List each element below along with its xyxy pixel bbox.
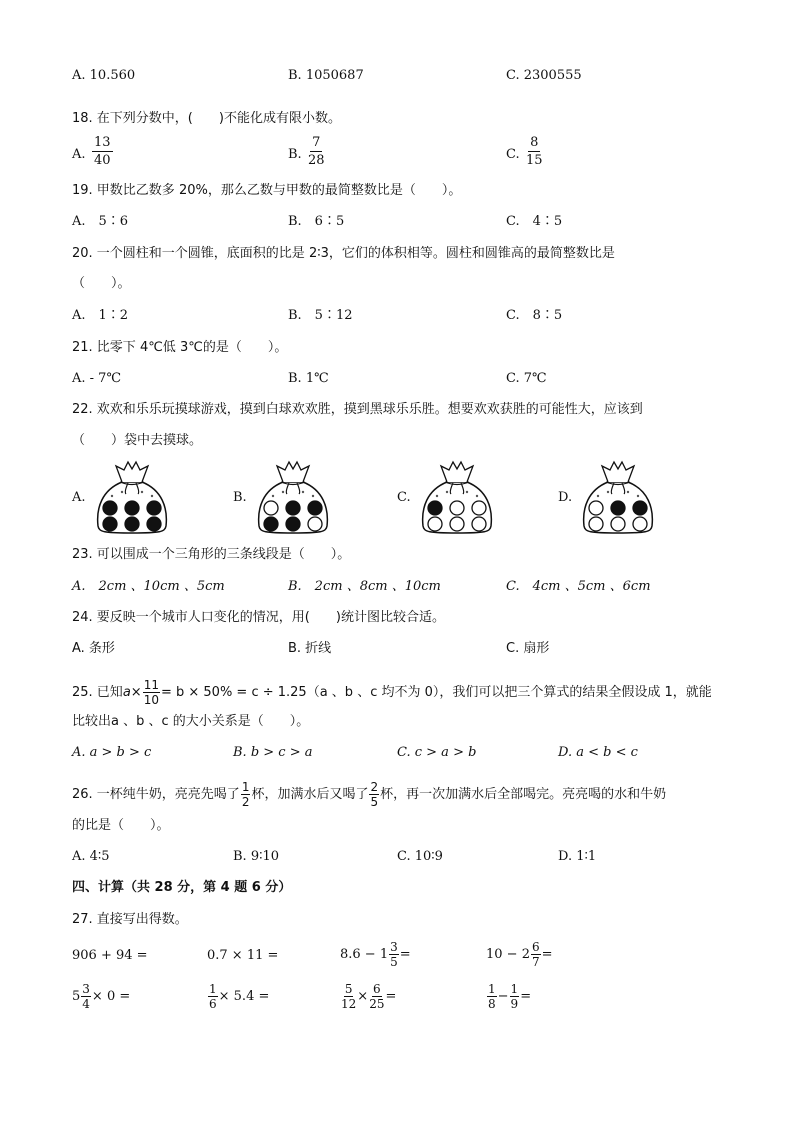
- white-ball: [589, 501, 603, 515]
- q25-stem-line2: 比较出a 、b 、c 的大小关系是（ ）。: [72, 714, 310, 729]
- q18-option-c-fraction: $\frac{8}{15}$: [526, 135, 543, 168]
- bag-pattern-dot: [627, 491, 629, 493]
- white-ball: [472, 501, 486, 515]
- black-ball: [611, 501, 625, 515]
- q20-option-b: B. 5∶12: [288, 308, 353, 323]
- black-ball: [125, 501, 139, 515]
- bag-drawing: [417, 460, 497, 534]
- black-ball: [264, 517, 278, 531]
- white-ball: [308, 517, 322, 531]
- white-ball: [428, 517, 442, 531]
- bag-pattern-dot: [121, 491, 123, 493]
- q23-option-a: A. 2cm 、10cm 、5cm: [72, 579, 225, 594]
- q20-option-a: A. 1∶2: [72, 308, 129, 323]
- bag-pattern-dot: [282, 491, 284, 493]
- q23-stem: 23. 可以围成一个三角形的三条线段是（ ）。: [72, 547, 351, 562]
- q26-option-b: B. 9∶10: [233, 849, 280, 864]
- bag-pattern-dot: [302, 491, 304, 493]
- section-heading: 四、计算（共 28 分，第 4 题 6 分）: [72, 880, 292, 895]
- q26-option-c: C. 10∶9: [397, 849, 443, 864]
- white-ball: [472, 517, 486, 531]
- q27-stem: 27. 直接写出得数。: [72, 912, 188, 927]
- q22-option-c-label: C.: [397, 490, 411, 505]
- q26-stem-line1: 26. 一杯纯牛奶，亮亮先喝了 $\frac{1}{2}$ 杯，加满水后又喝了 $\frac{2}{5}$ 杯，再一次加满水后全部喝完。亮亮喝的水和牛奶: [72, 780, 667, 809]
- black-ball: [308, 501, 322, 515]
- white-ball: [264, 501, 278, 515]
- bag-neck: [116, 462, 148, 482]
- calc-expr-7: $\frac{5}{12}$ × $\frac{6}{25}$ =: [341, 982, 397, 1011]
- calc-expr-6: $\frac{1}{6}$ × 5.4 =: [209, 982, 270, 1011]
- bag-pattern-dot: [312, 495, 314, 497]
- bag-neck: [602, 462, 634, 482]
- q25-option-d: D. a < b < c: [558, 745, 638, 760]
- q23-option-c: C. 4cm 、5cm 、6cm: [506, 579, 651, 594]
- bag-pattern-dot: [111, 495, 113, 497]
- q18-option-a-label: A.: [72, 147, 86, 162]
- black-ball: [633, 501, 647, 515]
- bag-drawing: [92, 460, 172, 534]
- q21-stem: 21. 比零下 4℃低 3℃的是（ ）。: [72, 340, 288, 355]
- q26-option-a: A. 4∶5: [72, 849, 110, 864]
- bag-pattern-dot: [607, 491, 609, 493]
- calc-expr-4: 10 − 2 $\frac{6}{7}$ =: [486, 940, 553, 969]
- bag-neck: [441, 462, 473, 482]
- bag-pattern-dot: [476, 495, 478, 497]
- white-ball: [611, 517, 625, 531]
- q20-stem-line1: 20. 一个圆柱和一个圆锥，底面积的比是 2∶3，它们的体积相等。圆柱和圆锥高的最简整数比是: [72, 246, 615, 261]
- q17-option-c: C. 2300555: [506, 68, 582, 83]
- calc-expr-8: $\frac{1}{8}$ − $\frac{1}{9}$ =: [488, 982, 532, 1011]
- q22-stem-line2: （ ）袋中去摸球。: [72, 433, 203, 448]
- q24-stem: 24. 要反映一个城市人口变化的情况，用( )统计图比较合适。: [72, 610, 445, 625]
- bag-drawing: [253, 460, 333, 534]
- black-ball: [147, 517, 161, 531]
- q22-stem-line1: 22. 欢欢和乐乐玩摸球游戏，摸到白球欢欢胜，摸到黑球乐乐胜。想要欢欢获胜的可能性大，应该到: [72, 402, 643, 417]
- black-ball: [428, 501, 442, 515]
- q19-option-c: C. 4∶5: [506, 214, 563, 229]
- white-ball: [589, 517, 603, 531]
- q26-stem-line2: 的比是（ ）。: [72, 818, 170, 833]
- white-ball: [450, 501, 464, 515]
- q21-option-a: A. - 7℃: [72, 371, 121, 386]
- q20-option-c: C. 8∶5: [506, 308, 563, 323]
- bag-neck: [277, 462, 309, 482]
- q25-option-b: B. b > c > a: [233, 745, 313, 760]
- bag-pattern-dot: [141, 491, 143, 493]
- calc-expr-1: 906 + 94 =: [72, 948, 148, 963]
- q18-stem: 18. 在下列分数中，( )不能化成有限小数。: [72, 111, 341, 126]
- calc-expr-2: 0.7 × 11 =: [207, 948, 279, 963]
- bag-pattern-dot: [151, 495, 153, 497]
- black-ball: [103, 501, 117, 515]
- q21-option-c: C. 7℃: [506, 371, 547, 386]
- q18-option-c-label: C.: [506, 147, 520, 162]
- black-ball: [286, 517, 300, 531]
- q17-option-a: A. 10.560: [72, 68, 136, 83]
- ball-bag-a: [92, 460, 172, 534]
- q19-option-b: B. 6∶5: [288, 214, 345, 229]
- q25-option-c: C. c > a > b: [397, 745, 477, 760]
- bag-pattern-dot: [272, 495, 274, 497]
- q20-stem-line2: （ ）。: [72, 276, 131, 291]
- bag-drawing: [578, 460, 658, 534]
- q22-option-b-label: B.: [233, 490, 247, 505]
- q19-option-a: A. 5∶6: [72, 214, 129, 229]
- q22-option-a-label: A.: [72, 490, 86, 505]
- bag-pattern-dot: [637, 495, 639, 497]
- black-ball: [147, 501, 161, 515]
- q18-option-a-fraction: $\frac{13}{40}$: [94, 135, 111, 168]
- q21-option-b: B. 1℃: [288, 371, 329, 386]
- black-ball: [125, 517, 139, 531]
- q26-option-d: D. 1∶1: [558, 849, 597, 864]
- q18-option-b-fraction: $\frac{7}{28}$: [308, 135, 325, 168]
- bag-pattern-dot: [446, 491, 448, 493]
- q18-option-b-label: B.: [288, 147, 302, 162]
- ball-bag-c: [417, 460, 497, 534]
- q24-option-c: C. 扇形: [506, 641, 550, 656]
- q17-option-b: B. 1050687: [288, 68, 364, 83]
- q24-option-a: A. 条形: [72, 641, 115, 656]
- ball-bag-b: [253, 460, 333, 534]
- black-ball: [103, 517, 117, 531]
- q22-option-d-label: D.: [558, 490, 573, 505]
- bag-pattern-dot: [466, 491, 468, 493]
- calc-expr-3: 8.6 − 1 $\frac{3}{5}$ =: [340, 940, 411, 969]
- white-ball: [450, 517, 464, 531]
- white-ball: [633, 517, 647, 531]
- q25-stem-line1: 25. 已知a× $\frac{11}{10}$ = b × 50% = c ÷ 1.25（a 、b 、c 均不为 0），我们可以把三个算式的结果全假设成 1，就能: [72, 678, 712, 707]
- ball-bag-d: [578, 460, 658, 534]
- q23-option-b: B. 2cm 、8cm 、10cm: [288, 579, 441, 594]
- calc-expr-5: 5 $\frac{3}{4}$ × 0 =: [72, 982, 131, 1011]
- q24-option-b: B. 折线: [288, 641, 332, 656]
- bag-pattern-dot: [597, 495, 599, 497]
- q19-stem: 19. 甲数比乙数多 20%，那么乙数与甲数的最简整数比是（ ）。: [72, 183, 462, 198]
- q25-option-a: A. a > b > c: [72, 745, 152, 760]
- black-ball: [286, 501, 300, 515]
- bag-pattern-dot: [436, 495, 438, 497]
